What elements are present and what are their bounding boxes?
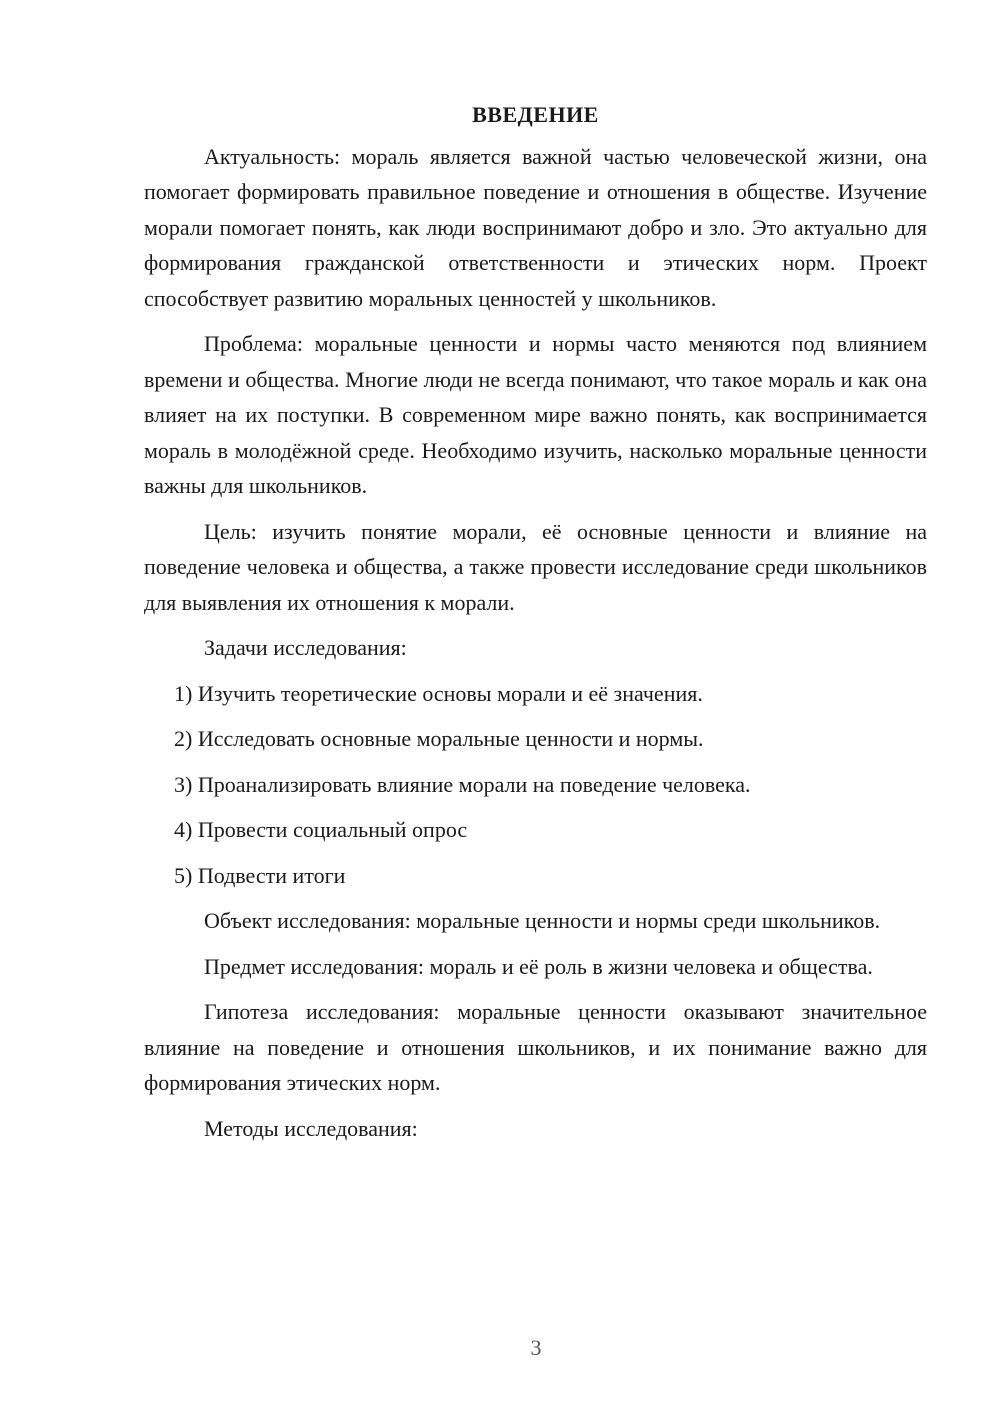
list-item: 4) Провести социальный опрос (174, 817, 468, 842)
paragraph-subject: Предмет исследования: мораль и её роль в жизни человека и общества. (204, 953, 873, 979)
paragraph-hypothesis: Гипотеза исследования: моральные ценности оказывают значительное влияние на поведение и отношения школьников, и их понимание важно для формирования этических норм. (144, 999, 927, 1095)
list-item: 2) Исследовать основные моральные ценности и нормы. (174, 726, 704, 751)
tasks-label: Задачи исследования: (204, 635, 407, 660)
list-item: 1) Изучить теоретические основы морали и её значения. (174, 680, 703, 706)
methods-label: Методы исследования: (204, 1115, 418, 1141)
tasks-list (144, 676, 927, 894)
page-number: 3 (530, 1335, 542, 1360)
paragraph-object: Объект исследования: моральные ценности и нормы среди школьников. (204, 908, 881, 933)
paragraph-goal: Цель: изучить понятие морали, её основные ценности и влияние на поведение человека и общества, а также провести исследование среди школьников для выявления их отношения к морали. (144, 518, 927, 615)
paragraph-problem: Проблема: моральные ценности и нормы часто меняются под влиянием времени и общества. Многие люди не всегда понимают, что такое мораль и как она влияет на их поступки. В современном мире важно понять, как воспринимается мораль в молодёжной среде. Необходимо изучить, насколько моральные ценности важны для школьников. (144, 331, 927, 498)
section-title: ВВЕДЕНИЕ (472, 102, 599, 127)
list-item: 5) Подвести итоги (174, 862, 346, 888)
paragraph-relevance: Актуальность: мораль является важной частью человеческой жизни, она помогает формировать правильное поведение и отношения в обществе. Изучение морали помогает понять, как люди воспринимают добро и зло. Это актуально для формирования гражданской ответственности и этических норм. Проект способствует развитию моральных ценностей у школьников. (144, 143, 927, 311)
list-item: 3) Проанализировать влияние морали на поведение человека. (174, 771, 751, 797)
